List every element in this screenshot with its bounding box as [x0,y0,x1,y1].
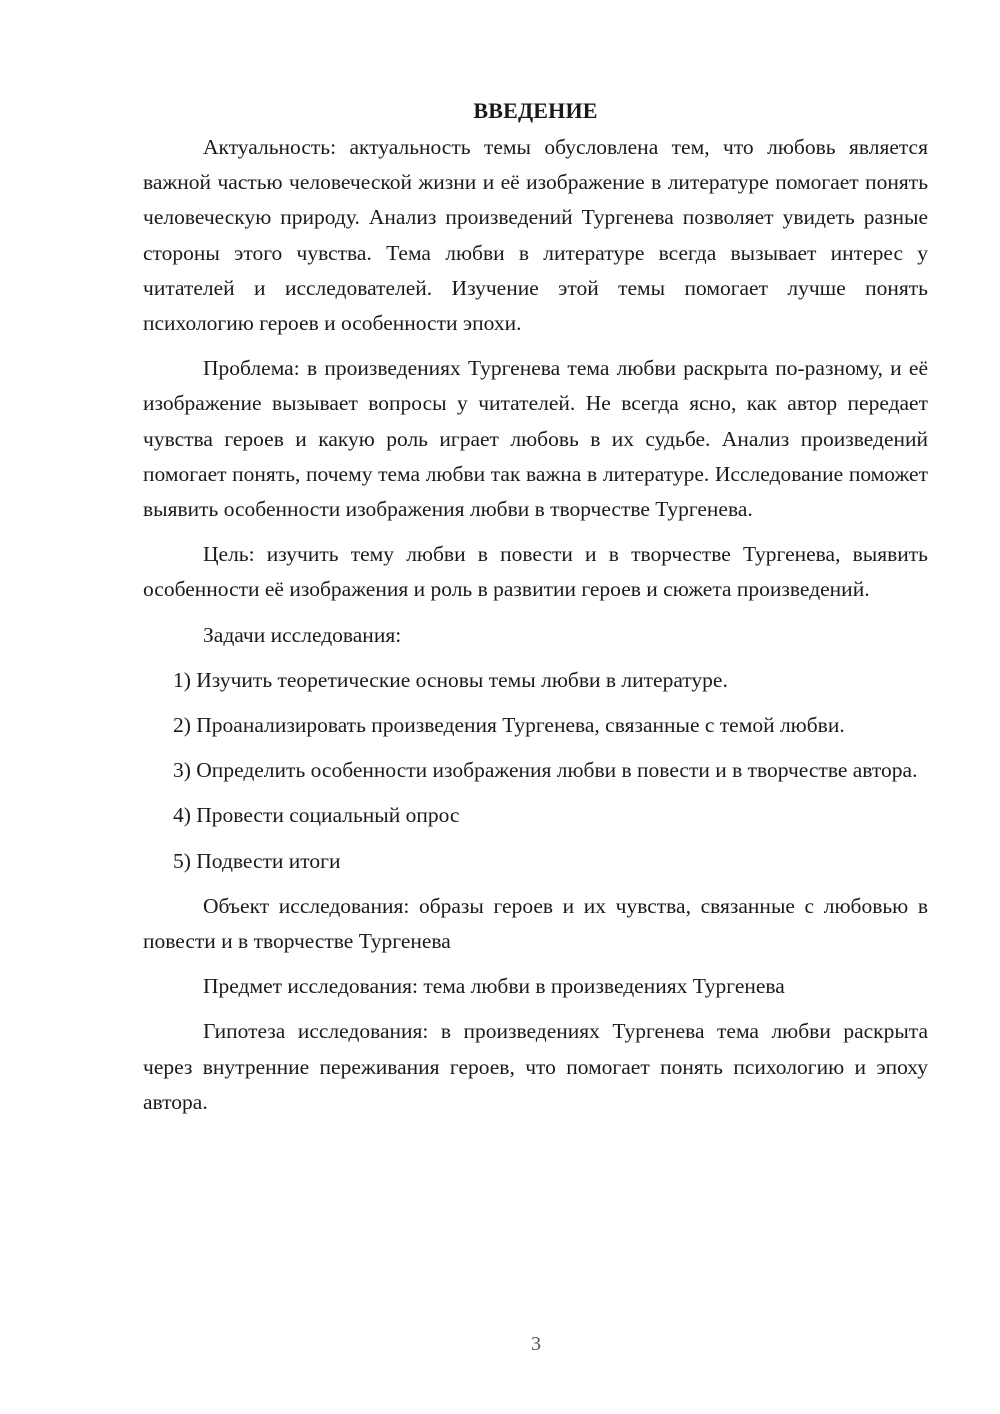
tasks-title: Задачи исследования: [203,622,402,647]
paragraph-actuality: Актуальность: актуальность темы обусловлена тем, что любовь является важной частью человеческой жизни и её изображение в литературе помогает понять человеческую природу. Анализ произведений Тургенева позволяет увидеть разные стороны этого чувства. Тема любви в литературе всегда вызывает интерес у читателей и исследователей. Изучение этой темы помогает лучше понять психологию героев и особенности эпохи. [143,135,928,336]
page-number: 3 [531,1333,541,1355]
task-item-3: 3) Определить особенности изображения любви в повести и в творчестве автора. [173,758,918,783]
paragraph-goal: Цель: изучить тему любви в повести и в творчестве Тургенева, выявить особенности её изображения и роль в развитии героев и сюжета произведений. [143,542,928,602]
paragraph-problem: Проблема: в произведениях Тургенева тема любви раскрыта по-разному, и её изображение вызывает вопросы у читателей. Не всегда ясно, как автор передает чувства героев и какую роль играет любовь в их судьбе. Анализ произведений помогает понять, почему тема любви так важна в литературе. Исследование поможет выявить особенности изображения любви в творчестве Тургенева. [143,356,928,522]
paragraph-subject: Предмет исследования: тема любви в произведениях Тургенева [203,974,785,999]
task-item-4: 4) Провести социальный опрос [173,803,460,828]
task-item-2: 2) Проанализировать произведения Тургенева, связанные с темой любви. [173,713,845,738]
paragraph-object: Объект исследования: образы героев и их чувства, связанные с любовью в повести и в творчестве Тургенева [143,893,928,954]
paragraph-hypothesis: Гипотеза исследования: в произведениях Тургенева тема любви раскрыта через внутренние переживания героев, что помогает понять психологию и эпоху автора. [143,1019,928,1114]
task-item-5: 5) Подвести итоги [173,848,341,873]
document-page [143,96,928,1130]
task-item-1: 1) Изучить теоретические основы темы любви в литературе. [173,667,728,692]
section-heading: ВВЕДЕНИЕ [473,98,598,123]
